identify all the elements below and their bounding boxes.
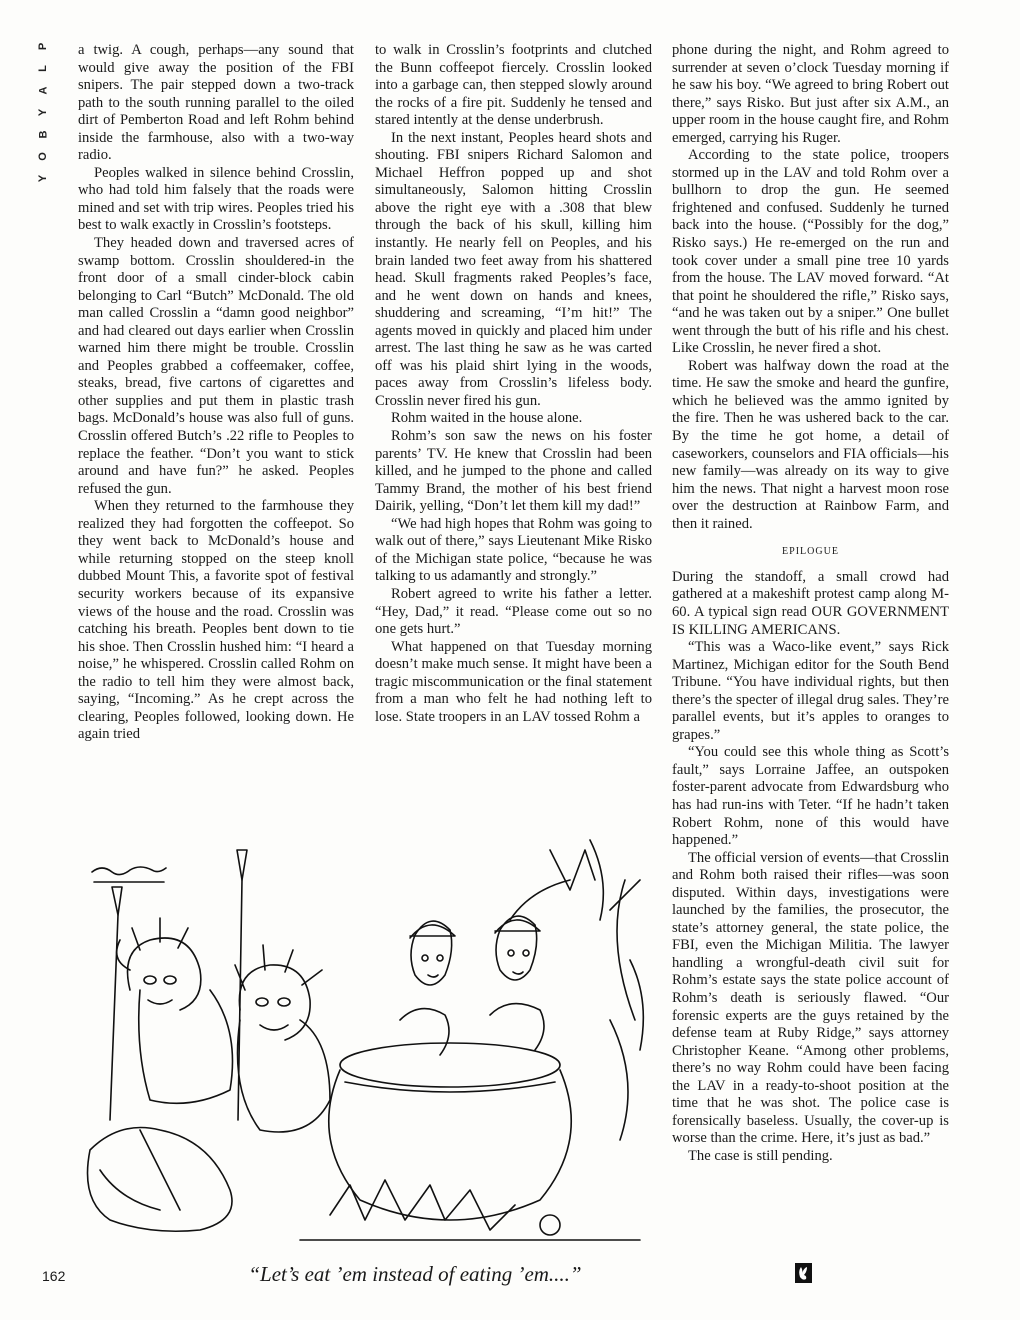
magazine-side-label: [33, 40, 53, 184]
paragraph: “You could see this whole thing as Scott’s fault,” says Lorraine Jaffee, an outspoken foster-parent advocate from Edwardsburg who has had run-ins with Teter. “If he hadn’t taken Robert Rohm, none of this would have happened.”: [672, 744, 949, 849]
page-number: 162: [42, 1268, 66, 1284]
paragraph: In the next instant, Peoples heard shots and shouting. FBI snipers Richard Salomon and Michael Heffron popped up and shot simultaneously, Salomon hitting Crosslin above the right eye with a .308 that blew through the back of his skull, killing him instantly. He nearly fell on Peoples, and his brain landed two feet away from his shattered head. Skull fragments raked Peoples’s face, and he went down on hands and knees, shuddering and screaming, “I’m hit!” The agents moved in quickly and placed him under arrest. The last thing he saw as he was carted off was his plaid shirt lying in the woods, paces away from Crosslin’s lifeless body. Crosslin never fired his gun.: [375, 129, 652, 409]
epilogue-heading: EPILOGUE: [782, 546, 839, 558]
bunny-logo-icon: [795, 1263, 812, 1283]
paragraph: When they returned to the farmhouse they realized they had forgotten the coffeepot. So they went back to McDonald’s house and while returning stopped on the steep knoll dubbed Mount This, a favorite spot of festival security workers because of its expansive views of the house and the road. Crosslin was catching his breath. Peoples bent down to tie his shoe. Then Crosslin hushed him: “I heard a noise,” he whispered. Crosslin called Rohm on the radio to tell him they were almost back, saying, “Incoming.” As he crept across the clearing, Peoples followed, looking down. He again tried: [78, 498, 354, 743]
article-column-3: [672, 42, 949, 1165]
side-letter: L: [36, 64, 49, 72]
artist-signature: [92, 867, 166, 875]
side-letter: Y: [37, 107, 49, 117]
paragraph: “We had high hopes that Rohm was going to walk out of there,” says Lieutenant Mike Risko of the Michigan state police, “because he was talking to us adamantly and strongly.”: [375, 515, 652, 585]
side-letter: Y: [37, 173, 49, 183]
paragraph: to walk in Crosslin’s footprints and clutched the Bunn coffeepot fiercely. Crosslin looked into a garbage can, then stepped slowly around the rocks of a fire pit. Suddenly he tensed and stared intently at the dense underbrush.: [375, 42, 652, 129]
paragraph: “This was a Waco-like event,” says Rick Martinez, Michigan editor for the South Bend Tribune. “You have individual rights, but then there’s the specter of illegal drug sales. They’re parallel events, but it’s apples to oranges to grapes.”: [672, 639, 949, 743]
paragraph: Robert agreed to write his father a letter. “Hey, Dad,” it read. “Please come out so no one gets hurt.”: [375, 585, 652, 638]
paragraph: Robert was halfway down the road at the time. He saw the smoke and heard the gunfire, which he believed was the ammo ignited by the fire. Then he was ushered back to the car. By the time he got home, a detail of caseworkers, counselors and FIA officials—his new family—was already on its way to give him the news. That night a harvest moon rose over the destruction at Rainbow Farm, and then it rained.: [672, 357, 949, 532]
side-letter: P: [37, 41, 49, 51]
paragraph: The case is still pending.: [688, 1147, 833, 1164]
paragraph: What happened on that Tuesday morning doesn’t make much sense. It might have been a tragic miscommunication or the final statement from a man who felt he had nothing left to lose. State troopers in an LAV tossed Rohm a: [375, 638, 652, 725]
article-column-1: [78, 42, 354, 744]
cartoon-caption: “Let’s eat ’em instead of eating ’em....”: [248, 1262, 582, 1286]
paragraph: phone during the night, and Rohm agreed to surrender at seven o’clock Tuesday morning if he saw his boy. “We agreed to bring Robert out there,” says Risko. But just after six A.M., an upper room in the house caught fire, and Rohm emerged, carrying his Ruger.: [672, 42, 949, 146]
paragraph: They headed down and traversed acres of swamp bottom. Crosslin shouldered-in the front door of a small cinder-block cabin belonging to Carl “Butch” McDonald. The old man called Crosslin a “damn good neighbor” and had cleared out days earlier when Crosslin warned him there might be trouble. Crosslin and Peoples grabbed a coffeemaker, coffee, steaks, bread, five cartons of cigarettes and other supplies and put them in plastic trash bags. McDonald’s house was also full of guns. Crosslin offered Butch’s .22 rifle to Peoples to replace the feather. “Don’t you want to stick around and have fun?” he asked. Peoples refused the gun.: [78, 235, 354, 497]
paragraph: The official version of events—that Crosslin and Rohm both raised their rifles—was soon disputed. Within days, investigations were launched by the families, the prosecutor, the state’s attorney general, the state police, the FBI, even the Michigan Militia. The lawyer handling a wrongful-death civil suit for Rohm’s estate says the state police account of Rohm’s death is seriously flawed. “Our forensic experts are the guys retained by the defense team at Ruby Ridge,” says attorney Christopher Keane. “Among other problems, there’s no way Rohm could have been facing the LAV in a ready-to-shoot position at the time that he was shot. The police case is forensically baseless. Usually, the cover-up is worse than the crime. Here, it’s just as bad.”: [672, 849, 949, 1147]
paragraph: During the standoff, a small crowd had gathered at a makeshift protest camp along M-60. A typical sign read OUR GOVERNMENT IS KILLING AMERICANS.: [672, 568, 949, 638]
side-letter: A: [36, 85, 49, 95]
paragraph: Rohm’s son saw the news on his foster parents’ TV. He knew that Crosslin had been killed, and he jumped to the phone and called Tammy Brand, the mother of his best friend Dairik, yelling, “Don’t let them kill my dad!”: [375, 428, 652, 515]
article-column-2: [375, 42, 652, 726]
paragraph: Peoples walked in silence behind Crosslin, who had told him falsely that the roads were mined and set with trip wires. Peoples tried his best to walk exactly in Crosslin’s footsteps.: [78, 164, 354, 234]
paragraph: Rohm waited in the house alone.: [391, 410, 583, 427]
cartoon-cannibals-illustration: [70, 820, 665, 1260]
side-letter: O: [37, 151, 49, 161]
side-letter: B: [36, 129, 49, 139]
paragraph: a twig. A cough, perhaps—any sound that would give away the position of the FBI snipers. The pair stepped down a two-track path to the south running parallel to the oiled dirt of Pemberton Road and left Rohm behind inside the farmhouse, also with a two-way radio.: [78, 42, 354, 164]
paragraph: According to the state police, troopers stormed up in the LAV and told Rohm over a bullhorn to drop the gun. He seemed frightened and confused. Suddenly he turned back into the house. (“Possibly for the dog,” Risko says.) He re-emerged on the run and took cover under a small pine tree 10 yards from the house. The LAV moved forward. “At that point he shouldered the rifle,” Risko says, “and he was taken out by a sniper.” One bullet went through the butt of his rifle and his chest. Like Crosslin, he never fired a shot.: [672, 147, 949, 357]
